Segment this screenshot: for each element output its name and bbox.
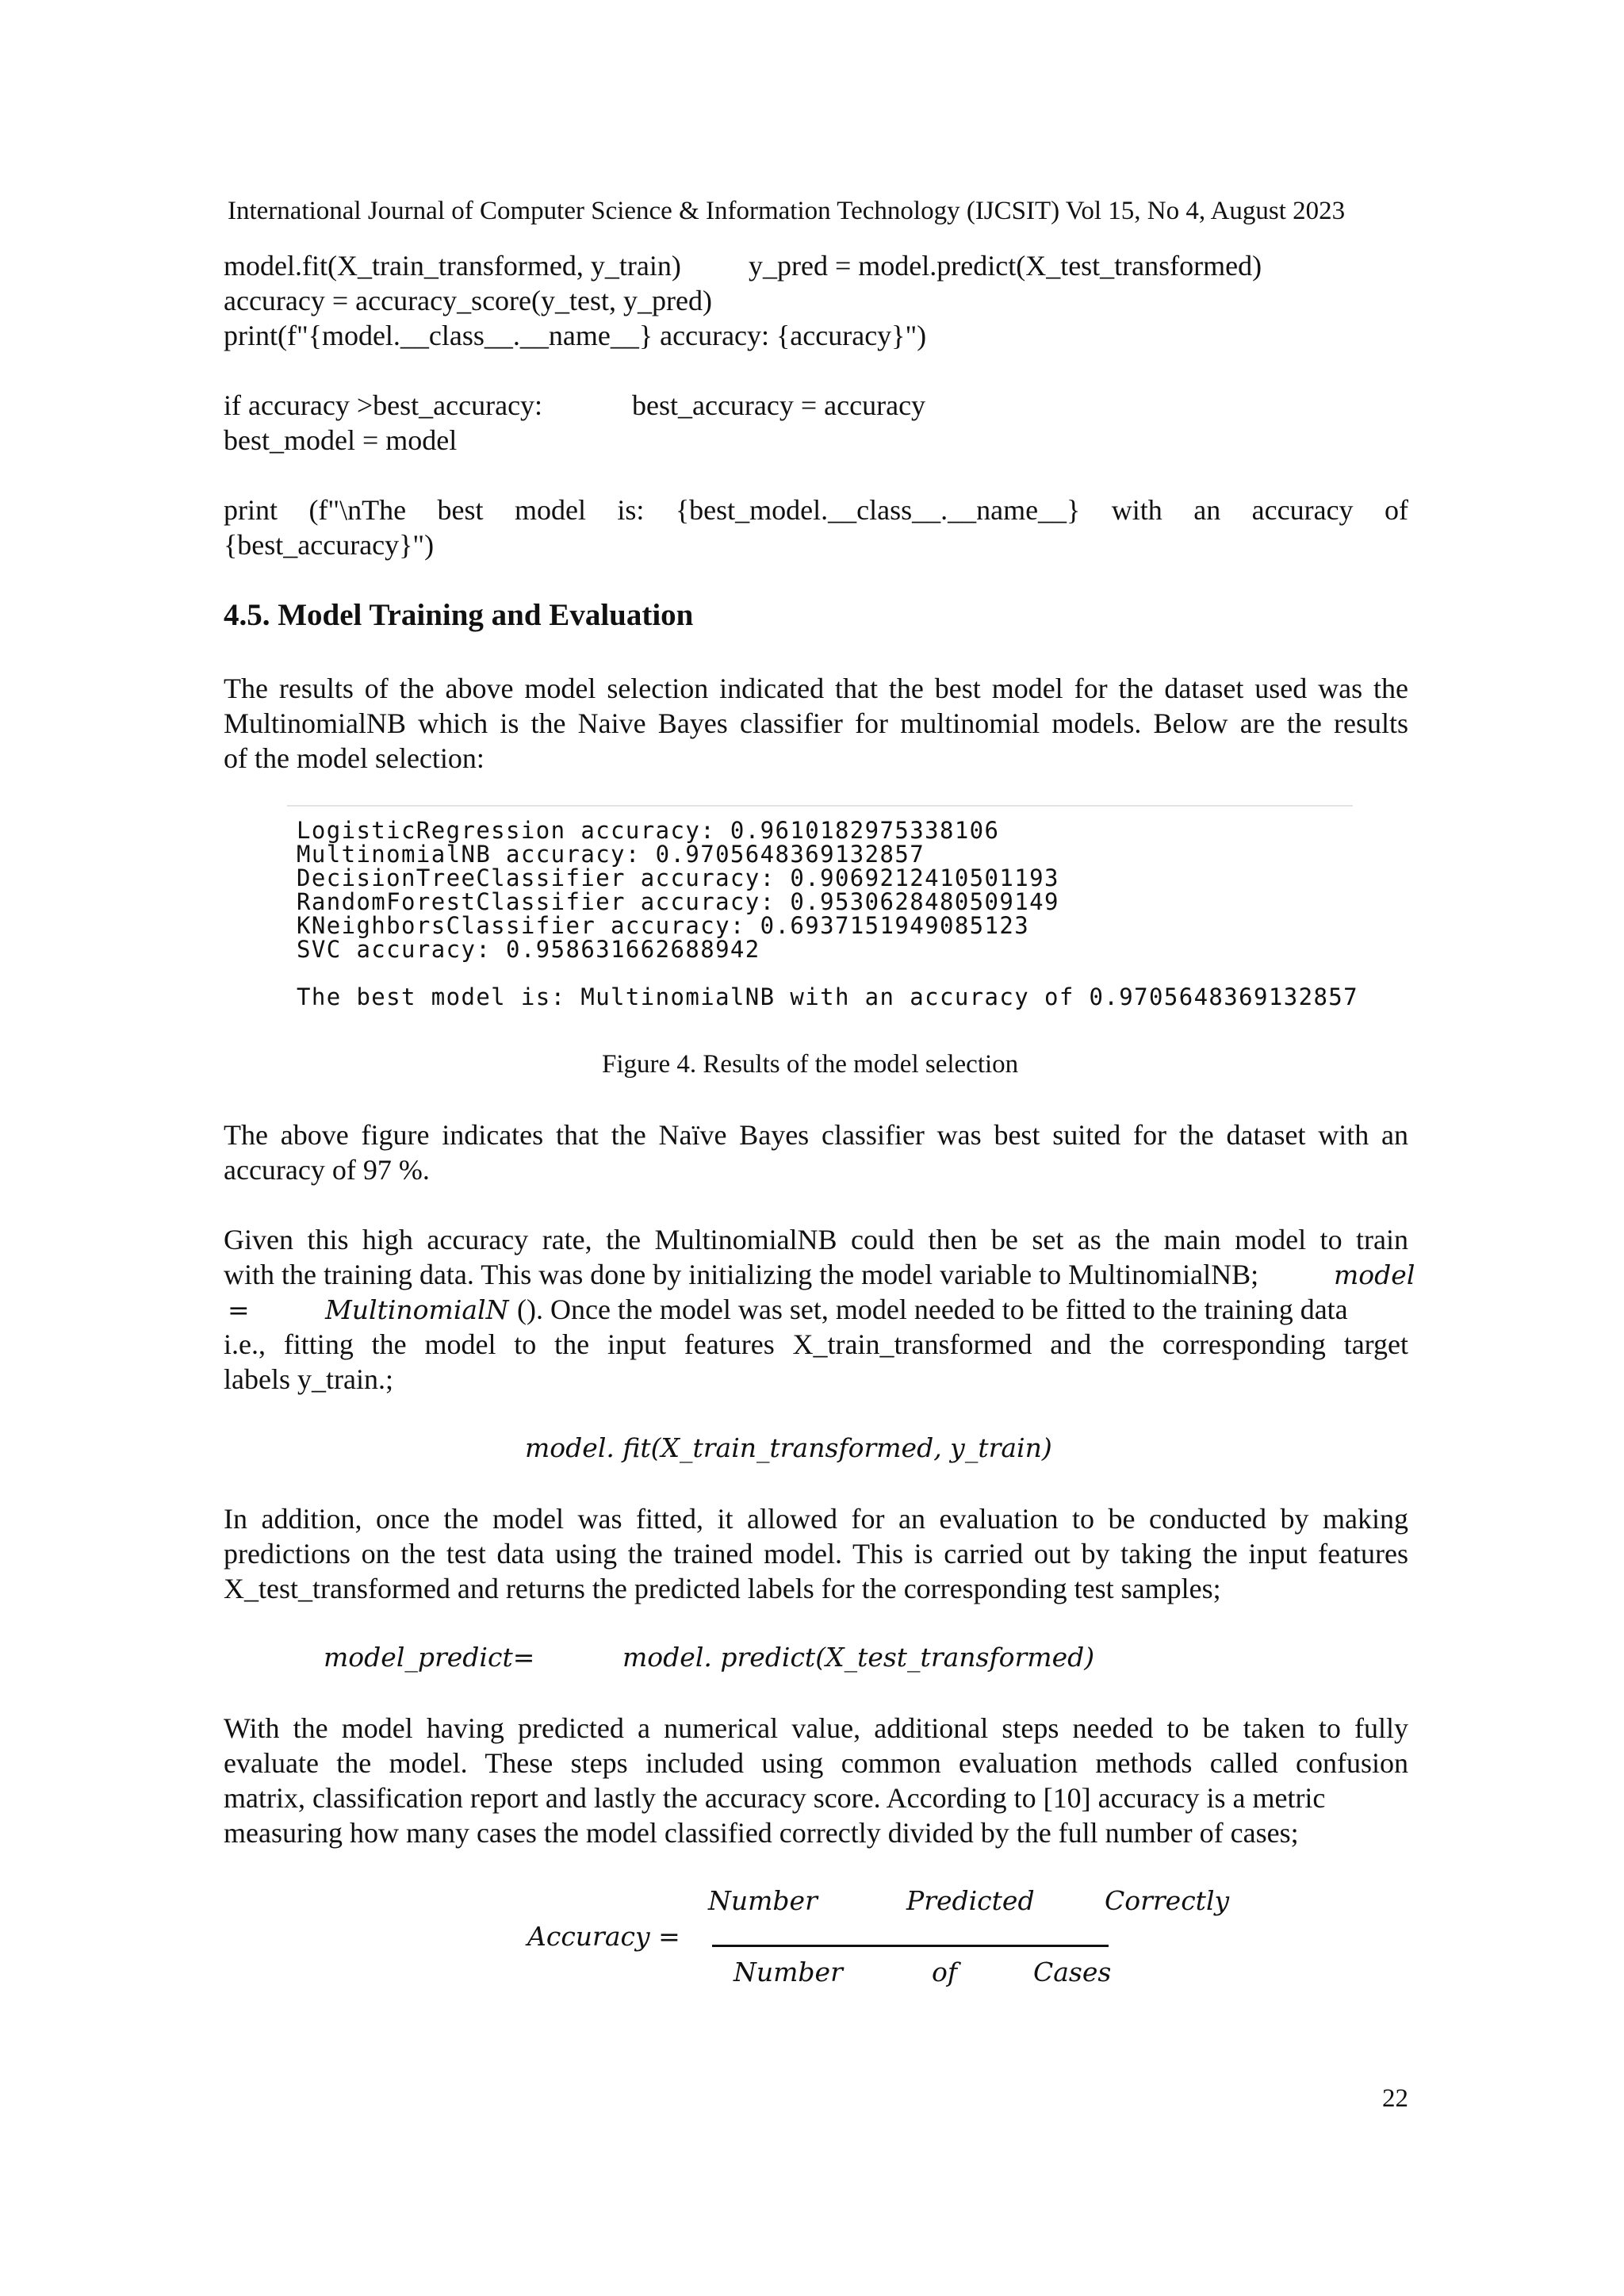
code-line-accuracy: accuracy = accuracy_score(y_test, y_pred) bbox=[224, 285, 712, 316]
code-line-print-best: print (f"\nThe best model is: {best_model.__class__.__name__} with an accuracy of bbox=[224, 494, 1408, 526]
para4-line2: predictions on the test data using the trained model. This is carried out by taking the input features bbox=[224, 1538, 1408, 1570]
figure-output-line: DecisionTreeClassifier accuracy: 0.9069212410501193 bbox=[297, 864, 1059, 891]
figure-top-rule bbox=[287, 805, 1353, 807]
para3-line2-text: with the training data. This was done by initializing the model variable to MultinomialNB; bbox=[224, 1259, 1259, 1290]
code-line-best-model: best_model = model bbox=[224, 424, 458, 456]
figure-output-line: MultinomialNB accuracy: 0.9705648369132857 bbox=[297, 841, 925, 868]
para2-line2: accuracy of 97 %. bbox=[224, 1154, 430, 1186]
code-line-print-best-cont: {best_accuracy}") bbox=[224, 529, 435, 561]
figure-output-best: The best model is: MultinomialNB with an accuracy of 0.9705648369132857 bbox=[297, 983, 1359, 1010]
para1-line1: The results of the above model selection indicated that the best model for the dataset used was the bbox=[224, 673, 1408, 704]
equation-denominator-term: Number bbox=[733, 1957, 843, 1987]
figure-caption: Figure 4. Results of the model selection bbox=[602, 1050, 1019, 1079]
page-number: 22 bbox=[1382, 2084, 1408, 2113]
para5-line2: evaluate the model. These steps included using common evaluation methods called confusion bbox=[224, 1747, 1408, 1779]
figure-output-line: SVC accuracy: 0.958631662688942 bbox=[297, 936, 760, 963]
equation-predict-lhs: model_predict= bbox=[324, 1642, 535, 1673]
equation-numerator-term: Number bbox=[708, 1885, 818, 1916]
running-header: International Journal of Computer Science & Information Technology (IJCSIT) Vol 15, No 4, August 2023 bbox=[228, 197, 1346, 225]
equation-denominator-term: Cases bbox=[1033, 1957, 1112, 1987]
figure-output-line: LogisticRegression accuracy: 0.9610182975338106 bbox=[297, 817, 1000, 844]
para1-line2: MultinomialNB which is the Naive Bayes classifier for multinomial models. Below are the results bbox=[224, 707, 1408, 739]
code-line-fit: model.fit(X_train_transformed, y_train) bbox=[224, 250, 681, 282]
code-line-best-accuracy: best_accuracy = accuracy bbox=[632, 389, 926, 421]
para4-line1: In addition, once the model was fitted, it allowed for an evaluation to be conducted by making bbox=[224, 1503, 1408, 1535]
para3-math-multinomial: MultinomialN bbox=[325, 1294, 509, 1325]
para1-line3: of the model selection: bbox=[224, 742, 485, 774]
para5-line1: With the model having predicted a numerical value, additional steps needed to be taken to fully bbox=[224, 1712, 1408, 1744]
para5-line4: measuring how many cases the model classified correctly divided by the full number of cases; bbox=[224, 1817, 1299, 1849]
section-heading: 4.5. Model Training and Evaluation bbox=[224, 598, 694, 632]
para3-line3-text: (). Once the model was set, model needed to be fitted to the training data bbox=[517, 1294, 1348, 1325]
para3-math-equals: = bbox=[228, 1294, 250, 1325]
code-line-predict: y_pred = model.predict(X_test_transformed) bbox=[749, 250, 1262, 282]
equation-numerator-term: Correctly bbox=[1105, 1885, 1230, 1916]
equation-fit: model. fit(X_train_transformed, y_train) bbox=[525, 1432, 1052, 1463]
para2-line1: The above figure indicates that the Naïve Bayes classifier was best suited for the dataset with an bbox=[224, 1119, 1408, 1151]
para5-line3: matrix, classification report and lastly the accuracy score. According to [10] accuracy is a metric bbox=[224, 1782, 1326, 1814]
para4-line3: X_test_transformed and returns the predicted labels for the corresponding test samples; bbox=[224, 1573, 1221, 1604]
code-line-print: print(f"{model.__class__.__name__} accuracy: {accuracy}") bbox=[224, 320, 927, 351]
para3-line4: i.e., fitting the model to the input features X_train_transformed and the corresponding target bbox=[224, 1328, 1408, 1360]
figure-output-line: RandomForestClassifier accuracy: 0.9530628480509149 bbox=[297, 888, 1059, 915]
equation-numerator-term: Predicted bbox=[906, 1885, 1035, 1916]
code-line-if: if accuracy >best_accuracy: bbox=[224, 389, 543, 421]
para3-math-model: model bbox=[1334, 1259, 1415, 1290]
para3-line5: labels y_train.; bbox=[224, 1363, 393, 1395]
equation-denominator-term: of bbox=[932, 1957, 958, 1987]
equation-predict-rhs: model. predict(X_test_transformed) bbox=[622, 1642, 1095, 1673]
figure-output-line: KNeighborsClassifier accuracy: 0.6937151949085123 bbox=[297, 912, 1030, 939]
equation-accuracy-lhs: Accuracy = bbox=[527, 1921, 680, 1952]
fraction-bar bbox=[712, 1945, 1109, 1947]
para3-line1: Given this high accuracy rate, the MultinomialNB could then be set as the main model to train bbox=[224, 1224, 1408, 1255]
